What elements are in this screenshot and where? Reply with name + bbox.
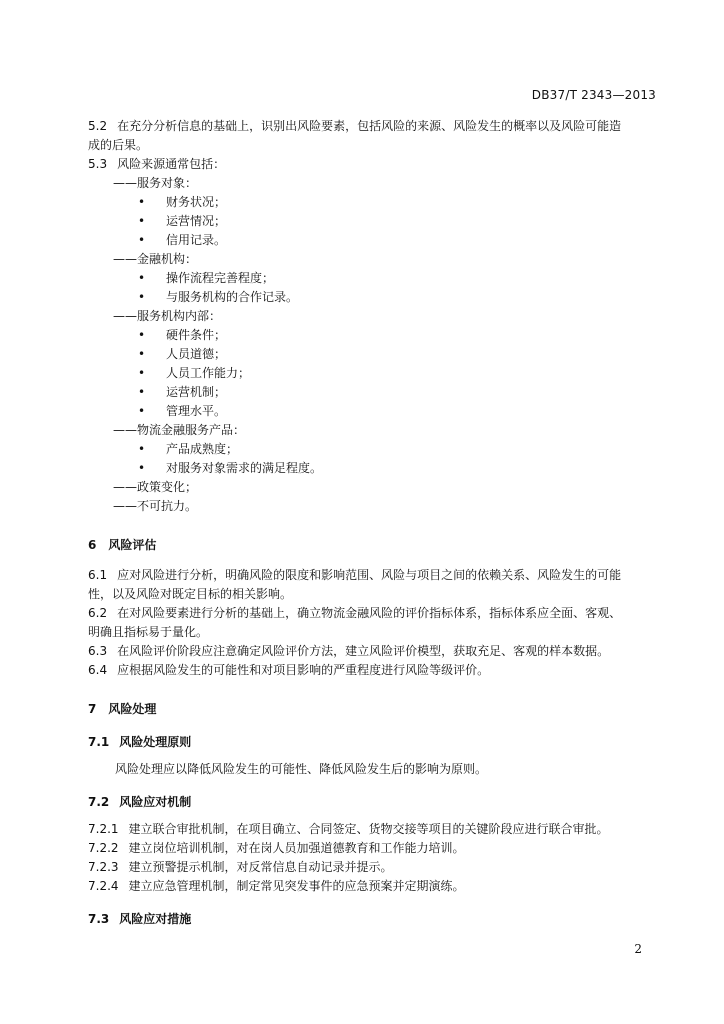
clause-5-2-continued: 成的后果。 [88, 138, 149, 152]
clause-6-1-continued: 性，以及风险对既定目标的相关影响。 [88, 587, 293, 601]
clause-number: 5.3 [88, 157, 108, 171]
clause-7-2-1: 7.2.1 建立联合审批机制，在项目确立、合同签定、货物交接等项目的关键阶段应进行联合审批。 [88, 822, 609, 836]
bullet-icon: • [138, 347, 146, 361]
clause-6-3: 6.3 在风险评价阶段应注意确定风险评价方法，建立风险评价模型，获取充足、客观的样本数据。 [88, 644, 610, 658]
subsection-heading-7-2: 7.2 风险应对机制 [88, 795, 192, 809]
bullet-icon: • [138, 195, 146, 209]
bullet-item: • 操作流程完善程度； [88, 269, 656, 288]
subsection-heading-7-3: 7.3 风险应对措施 [88, 912, 192, 926]
clause-7-2-3: 7.2.3 建立预警提示机制，对反常信息自动记录并提示。 [88, 860, 393, 874]
section-heading-7: 7 风险处理 [88, 702, 157, 716]
dash-item: ——不可抗力。 [113, 499, 198, 513]
bullet-item: • 与服务机构的合作记录。 [88, 288, 656, 307]
clause-5-2 [88, 117, 656, 136]
bullet-item: • 产品成熟度； [88, 440, 656, 459]
bullet-item: • 运营情况； [88, 212, 656, 231]
clause-7-1-text: 风险处理应以降低风险发生的可能性、降低风险发生后的影响为原则。 [115, 762, 488, 776]
subsection-heading-7-1: 7.1 风险处理原则 [88, 735, 192, 749]
dash-item: ——服务对象： [113, 176, 198, 190]
bullet-icon: • [138, 385, 146, 399]
bullet-item: • 运营机制； [88, 383, 656, 402]
bullet-icon: • [138, 271, 146, 285]
bullet-icon: • [138, 214, 146, 228]
bullet-icon: • [138, 328, 146, 342]
bullet-item: • 对服务对象需求的满足程度。 [88, 459, 656, 478]
dash-item: ——物流金融服务产品： [113, 423, 246, 437]
bullet-icon: • [138, 233, 146, 247]
bullet-icon: • [138, 366, 146, 380]
section-heading-6: 6 风险评估 [88, 538, 157, 552]
clause-6-4: 6.4 应根据风险发生的可能性和对项目影响的严重程度进行风险等级评价。 [88, 663, 490, 677]
bullet-item: • 信用记录。 [88, 231, 656, 250]
clause-7-2-2: 7.2.2 建立岗位培训机制，对在岗人员加强道德教育和工作能力培训。 [88, 841, 465, 855]
bullet-item: • 硬件条件； [88, 326, 656, 345]
bullet-icon: • [138, 290, 146, 304]
clause-6-2: 6.2 在对风险要素进行分析的基础上，确立物流金融风险的评价指标体系，指标体系应全面、客观、 [88, 606, 622, 620]
dash-item: ——服务机构内部： [113, 309, 222, 323]
bullet-icon: • [138, 442, 146, 456]
risk-source-group [88, 307, 656, 421]
clause-6-1: 6.1 应对风险进行分析，明确风险的限度和影响范围、风险与项目之间的依赖关系、风险发生的可能 [88, 568, 622, 582]
risk-source-group [88, 174, 656, 250]
bullet-item: • 人员道德； [88, 345, 656, 364]
bullet-item: • 人员工作能力； [88, 364, 656, 383]
clause-6-2-continued: 明确且指标易于量化。 [88, 625, 209, 639]
document-body [88, 117, 656, 937]
bullet-item: • 财务状况； [88, 193, 656, 212]
clause-text: 在充分分析信息的基础上，识别出风险要素，包括风险的来源、风险发生的概率以及风险可能造 [117, 119, 622, 133]
bullet-icon: • [138, 404, 146, 418]
clause-text: 风险来源通常包括： [117, 157, 226, 171]
standard-code: DB37/T 2343—2013 [531, 88, 656, 102]
bullet-icon: • [138, 461, 146, 475]
risk-source-group [88, 250, 656, 307]
bullet-item: • 管理水平。 [88, 402, 656, 421]
clause-5-3 [88, 155, 656, 174]
clause-number: 5.2 [88, 119, 108, 133]
clause-7-2-4: 7.2.4 建立应急管理机制，制定常见突发事件的应急预案并定期演练。 [88, 879, 465, 893]
page-number: 2 [634, 942, 642, 956]
risk-source-group [88, 421, 656, 478]
dash-item: ——金融机构： [113, 252, 198, 266]
dash-item: ——政策变化； [113, 480, 198, 494]
